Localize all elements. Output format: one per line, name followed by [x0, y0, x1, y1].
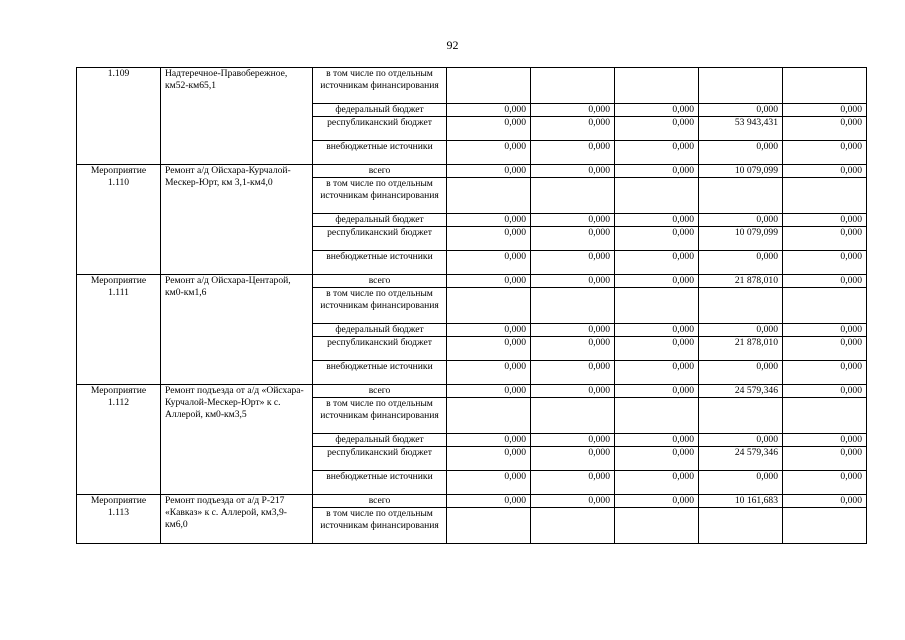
value-cell: 0,000 — [699, 434, 783, 447]
value-cell: 0,000 — [783, 251, 867, 275]
value-cell: 0,000 — [615, 361, 699, 385]
value-cell: 0,000 — [699, 141, 783, 165]
measure-name: Ремонт подъезда от а/д Р-217 «Кавказ» к с. Аллерой, км3,9-км6,0 — [161, 495, 313, 544]
value-cell: 21 878,010 — [699, 337, 783, 361]
budget-table — [76, 67, 867, 544]
source-label: республиканский бюджет — [313, 337, 447, 361]
value-cell: 21 878,010 — [699, 275, 783, 288]
value-cell: 24 579,346 — [699, 385, 783, 398]
value-cell: 0,000 — [615, 117, 699, 141]
value-cell: 0,000 — [783, 337, 867, 361]
source-label: федеральный бюджет — [313, 324, 447, 337]
value-cell: 0,000 — [447, 165, 531, 178]
value-cell: 0,000 — [447, 227, 531, 251]
value-cell: 0,000 — [447, 104, 531, 117]
value-cell: 10 079,099 — [699, 227, 783, 251]
value-cell: 0,000 — [531, 324, 615, 337]
value-cell: 0,000 — [615, 471, 699, 495]
value-cell: 0,000 — [783, 447, 867, 471]
source-label: всего — [313, 495, 447, 508]
value-cell: 0,000 — [783, 141, 867, 165]
value-cell: 0,000 — [615, 447, 699, 471]
value-cell: 0,000 — [447, 495, 531, 508]
value-cell: 0,000 — [783, 227, 867, 251]
value-cell: 0,000 — [615, 104, 699, 117]
value-cell: 0,000 — [531, 385, 615, 398]
value-cell: 0,000 — [531, 447, 615, 471]
source-label: всего — [313, 385, 447, 398]
value-cell: 0,000 — [531, 141, 615, 165]
value-cell: 0,000 — [531, 117, 615, 141]
source-label: внебюджетные источники — [313, 251, 447, 275]
source-label: федеральный бюджет — [313, 214, 447, 227]
table-row — [77, 68, 867, 104]
value-cell: 0,000 — [447, 117, 531, 141]
value-cell: 0,000 — [699, 324, 783, 337]
source-label: республиканский бюджет — [313, 227, 447, 251]
page-number: 92 — [446, 38, 459, 52]
value-cell: 0,000 — [447, 385, 531, 398]
source-label: в том числе по отдельным источникам финансирования — [313, 178, 447, 214]
value-cell: 0,000 — [783, 495, 867, 508]
source-label: всего — [313, 275, 447, 288]
value-cell: 0,000 — [531, 251, 615, 275]
value-cell: 0,000 — [615, 275, 699, 288]
value-cell: 0,000 — [447, 214, 531, 227]
value-cell: 53 943,431 — [699, 117, 783, 141]
source-label: в том числе по отдельным источникам финансирования — [313, 508, 447, 544]
value-cell: 0,000 — [783, 214, 867, 227]
measure-id: 1.109 — [77, 68, 161, 165]
value-cell: 0,000 — [699, 104, 783, 117]
measure-id: Мероприятие 1.110 — [77, 165, 161, 275]
value-cell: 0,000 — [447, 337, 531, 361]
value-cell: 0,000 — [783, 275, 867, 288]
value-cell: 0,000 — [699, 214, 783, 227]
source-label: внебюджетные источники — [313, 471, 447, 495]
value-cell: 0,000 — [783, 104, 867, 117]
value-cell: 0,000 — [615, 214, 699, 227]
measure-id: Мероприятие 1.112 — [77, 385, 161, 495]
value-cell: 0,000 — [699, 471, 783, 495]
value-cell: 0,000 — [531, 104, 615, 117]
value-cell: 0,000 — [447, 141, 531, 165]
measure-id: Мероприятие 1.113 — [77, 495, 161, 544]
value-cell: 0,000 — [615, 434, 699, 447]
value-cell: 0,000 — [531, 214, 615, 227]
measure-id: Мероприятие 1.111 — [77, 275, 161, 385]
value-cell: 0,000 — [531, 495, 615, 508]
value-cell: 0,000 — [615, 251, 699, 275]
value-cell: 0,000 — [447, 275, 531, 288]
source-label: республиканский бюджет — [313, 117, 447, 141]
measure-name: Ремонт а/д Ойсхара-Центарой, км0-км1,6 — [161, 275, 313, 385]
value-cell: 0,000 — [615, 165, 699, 178]
source-label: в том числе по отдельным источникам финансирования — [313, 398, 447, 434]
measure-name: Ремонт подъезда от а/д «Ойсхара-Курчалой-Мескер-Юрт» к с. Аллерой, км0-км3,5 — [161, 385, 313, 495]
value-cell: 0,000 — [531, 434, 615, 447]
value-cell: 0,000 — [783, 117, 867, 141]
source-label: в том числе по отдельным источникам финансирования — [313, 288, 447, 324]
value-cell: 0,000 — [699, 361, 783, 385]
source-label: федеральный бюджет — [313, 104, 447, 117]
value-cell: 0,000 — [447, 251, 531, 275]
value-cell: 10 079,099 — [699, 165, 783, 178]
value-cell: 0,000 — [531, 165, 615, 178]
source-label: федеральный бюджет — [313, 434, 447, 447]
value-cell: 0,000 — [531, 471, 615, 495]
table-row — [77, 275, 867, 288]
value-cell: 0,000 — [531, 337, 615, 361]
value-cell: 0,000 — [615, 337, 699, 361]
measure-name: Ремонт а/д Ойсхара-Курчалой-Мескер-Юрт, км 3,1-км4,0 — [161, 165, 313, 275]
source-label: внебюджетные источники — [313, 141, 447, 165]
value-cell: 0,000 — [615, 495, 699, 508]
value-cell: 0,000 — [447, 434, 531, 447]
value-cell: 0,000 — [615, 141, 699, 165]
value-cell: 0,000 — [615, 324, 699, 337]
value-cell: 0,000 — [783, 361, 867, 385]
value-cell: 0,000 — [447, 324, 531, 337]
value-cell: 0,000 — [783, 385, 867, 398]
source-label: всего — [313, 165, 447, 178]
value-cell: 0,000 — [531, 275, 615, 288]
value-cell: 0,000 — [615, 385, 699, 398]
value-cell: 0,000 — [447, 361, 531, 385]
value-cell: 0,000 — [783, 434, 867, 447]
source-label: в том числе по отдельным источникам финансирования — [313, 68, 447, 104]
value-cell: 24 579,346 — [699, 447, 783, 471]
value-cell: 0,000 — [783, 324, 867, 337]
value-cell: 0,000 — [447, 471, 531, 495]
table-row — [77, 385, 867, 398]
value-cell: 0,000 — [447, 447, 531, 471]
source-label: внебюджетные источники — [313, 361, 447, 385]
value-cell: 10 161,683 — [699, 495, 783, 508]
value-cell: 0,000 — [783, 165, 867, 178]
value-cell: 0,000 — [783, 471, 867, 495]
table-row — [77, 495, 867, 508]
measure-name: Надтеречное-Правобережное, км52-км65,1 — [161, 68, 313, 165]
value-cell: 0,000 — [699, 251, 783, 275]
value-cell: 0,000 — [531, 361, 615, 385]
value-cell: 0,000 — [615, 227, 699, 251]
value-cell: 0,000 — [531, 227, 615, 251]
source-label: республиканский бюджет — [313, 447, 447, 471]
table-row — [77, 165, 867, 178]
